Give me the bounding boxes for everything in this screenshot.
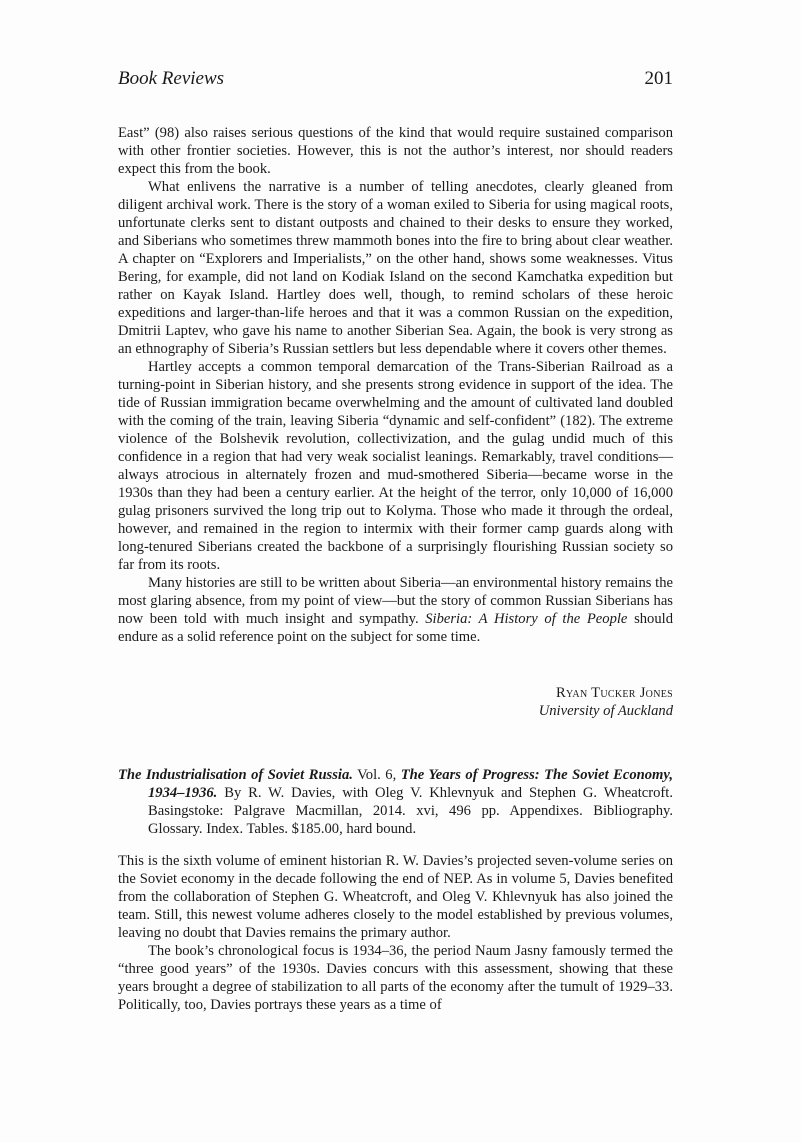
book-citation — [118, 766, 673, 838]
paragraph: The book’s chronological focus is 1934–36, the period Naum Jasny famously termed the “three good years” of the 1930s. Davies concurs with this assessment, showing that these years brought a degree of stabilization to all parts of the economy after the tumult of 1929–33. Politically, too, Davies portrays these years as a time of — [118, 943, 673, 1013]
text-run: should endure as a solid reference point on the subject for some time. — [118, 611, 673, 645]
citation-volume: Vol. 6, — [352, 767, 401, 783]
paragraph: This is the sixth volume of eminent historian R. W. Davies’s projected seven-volume series on the Soviet economy in the decade following the end of NEP. As in volume 5, Davies benefited from the collaboration of Stephen G. Wheatcroft, and Oleg V. Khlevnyuk has also joined the team. Still, this newest volume adheres closely to the model established by previous volumes, leaving no doubt that Davies remains the primary author. — [118, 853, 673, 941]
running-head — [118, 68, 673, 96]
text-run: Many histories are still to be written about Siberia—an environmental history remains the most glaring absence, from my point of view—but the story of common Russian Siberians has now been told with much insight and sympathy. — [118, 575, 673, 627]
citation-subtitle: The Years of Progress: The Soviet Economy, 1934–1936. — [148, 767, 673, 801]
review-body-soviet-economy — [118, 852, 673, 1014]
book-title: Siberia: A History of the People — [425, 611, 628, 627]
running-title: Book Reviews — [118, 68, 225, 89]
paragraph: What enlivens the narrative is a number of telling anecdotes, clearly gleaned from diligent archival work. There is the story of a woman exiled to Siberia for using magical roots, unfortunate clerks sent to distant outposts and chained to their desks to ensure they worked, and Siberians who sometimes threw mammoth bones into the fire to bring about clear weather. A chapter on “Explorers and Imperialists,” on the other hand, shows some weaknesses. Vitus Bering, for example, did not land on Kodiak Island on the second Kamchatka expedition but rather on Kayak Island. Hartley does well, though, to remind scholars of these heroic expeditions and larger-than-life heroes and that it was a common Russian on the expedition, Dmitrii Laptev, who gave his name to another Siberian Sea. Again, the book is very strong as an ethnography of Siberia’s Russian settlers but less dependable where it covers other themes. — [118, 179, 673, 357]
reviewer-name: Ryan Tucker Jones — [555, 685, 673, 701]
reviewer-affiliation: University of Auckland — [538, 703, 673, 719]
paragraph: Hartley accepts a common temporal demarcation of the Trans-Siberian Railroad as a turning-point in Siberian history, and she presents strong evidence in support of the idea. The tide of Russian immigration became overwhelming and the amount of cultivated land doubled with the coming of the train, leaving Siberia “dynamic and self-confident” (182). The extreme violence of the Bolshevik revolution, collectivization, and the gulag undid much of this confidence in a region that had very weak socialist leanings. Remarkably, travel conditions—always atrocious in alternately frozen and mud-smothered Siberia—became worse in the 1930s than they had been a century earlier. At the height of the terror, only 10,000 of 16,000 gulag prisoners survived the long trip out to Kolyma. Those who made it through the ordeal, however, and remained in the region to intermix with their former camp guards along with long-tenured Siberians created the backbone of a surprisingly flourishing Russian society so far from its roots. — [118, 359, 673, 573]
paragraph — [118, 574, 673, 646]
review-signature — [118, 684, 673, 720]
review-body-siberia — [118, 124, 673, 646]
page-number: 201 — [644, 68, 673, 89]
citation-title: The Industrialisation of Soviet Russia. — [118, 767, 353, 783]
citation-details: By R. W. Davies, with Oleg V. Khlevnyuk and Stephen G. Wheatcroft. Basingstoke: Palgrave Macmillan, 2014. xvi, 496 pp. Appendixes. Bibliography. Glossary. Index. Tables. $185.00, hard bound. — [148, 785, 673, 837]
paragraph: East” (98) also raises serious questions of the kind that would require sustained comparison with other frontier societies. However, this is not the author’s interest, nor should readers expect this from the book. — [118, 125, 673, 177]
